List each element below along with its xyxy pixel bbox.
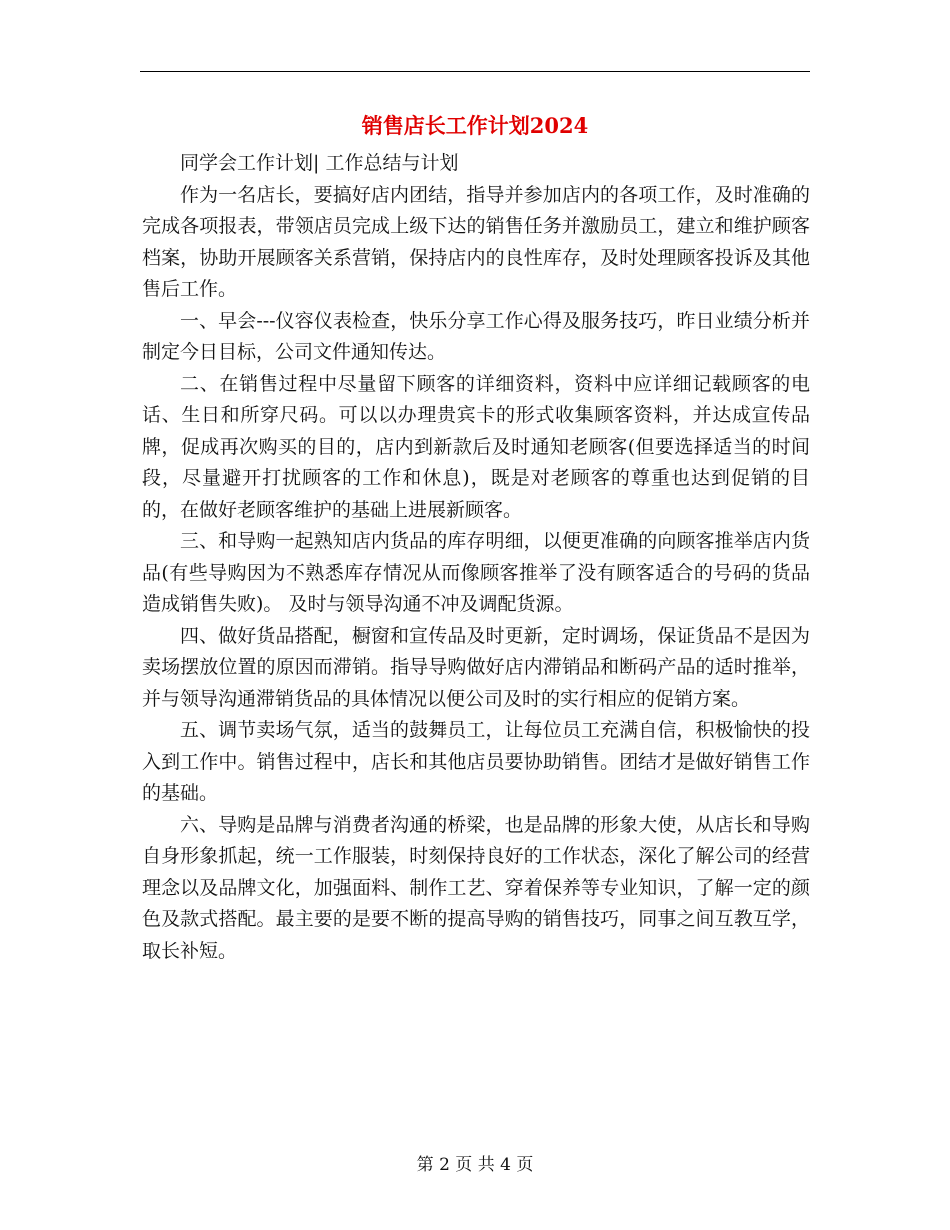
document-subtitle: 同学会工作计划| 工作总结与计划 bbox=[180, 152, 459, 174]
header-rule bbox=[140, 71, 810, 72]
paragraph-4: 四、做好货品搭配，橱窗和宣传品及时更新，定时调场，保证货品不是因为卖场摆放位置的原因而滞销。指导导购做好店内滞销品和断码产品的适时推举，并与领导沟通滞销货品的具体情况以便公司及时的实行相应的促销方案。 bbox=[142, 624, 810, 710]
document-title: 销售店长工作计划2024 bbox=[361, 113, 589, 138]
document-body bbox=[142, 148, 810, 967]
paragraph-intro: 作为一名店长，要搞好店内团结，指导并参加店内的各项工作，及时准确的完成各项报表，带领店员完成上级下达的销售任务并激励员工，建立和维护顾客档案，协助开展顾客关系营销，保持店内的良性库存，及时处理顾客投诉及其他售后工作。 bbox=[142, 183, 810, 300]
page-number-footer: 第 2 页 共 4 页 bbox=[416, 1155, 534, 1175]
paragraph-6: 六、导购是品牌与消费者沟通的桥梁，也是品牌的形象大使，从店长和导购自身形象抓起，统一工作服装，时刻保持良好的工作状态，深化了解公司的经营理念以及品牌文化，加强面料、制作工艺、穿着保养等专业知识，了解一定的颜色及款式搭配。最主要的是要不断的提高导购的销售技巧，同事之间互教互学，取长补短。 bbox=[142, 813, 810, 962]
paragraph-3: 三、和导购一起熟知店内货品的库存明细，以便更准确的向顾客推举店内货品(有些导购因为不熟悉库存情况从而像顾客推举了没有顾客适合的号码的货品造成销售失败)。 及时与领导沟通不冲及调配货源。 bbox=[142, 530, 810, 615]
paragraph-2: 二、在销售过程中尽量留下顾客的详细资料，资料中应详细记载顾客的电话、生日和所穿尺码。可以以办理贵宾卡的形式收集顾客资料，并达成宣传品牌，促成再次购买的目的，店内到新款后及时通知老顾客(但要选择适当的时间段，尽量避开打扰顾客的工作和休息)，既是对老顾客的尊重也达到促销的目的，在做好老顾客维护的基础上进展新顾客。 bbox=[142, 372, 810, 521]
paragraph-5: 五、调节卖场气氛，适当的鼓舞员工，让每位员工充满自信，积极愉快的投入到工作中。销售过程中，店长和其他店员要协助销售。团结才是做好销售工作的基础。 bbox=[142, 719, 810, 804]
paragraph-1: 一、早会---仪容仪表检查，快乐分享工作心得及服务技巧，昨日业绩分析并制定今日目标，公司文件通知传达。 bbox=[142, 309, 810, 363]
